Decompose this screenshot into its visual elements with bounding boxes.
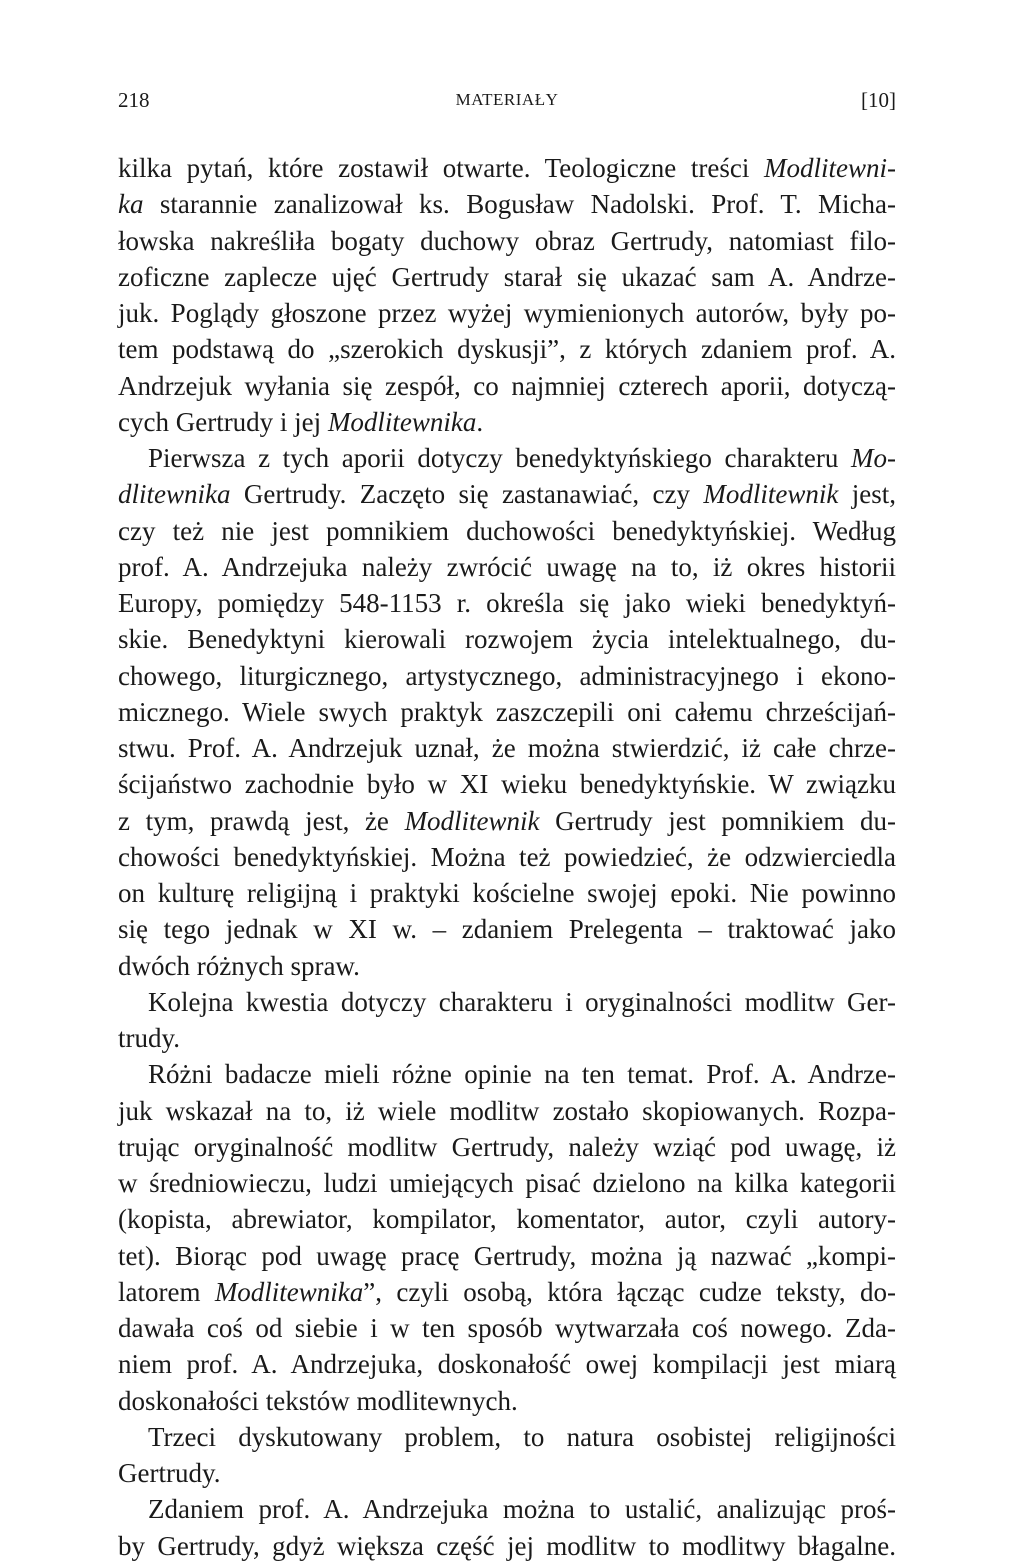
text-line (118, 621, 896, 657)
text-run: stwu. Prof. A. Andrzejuk uznał, że można stwierdzić, iż całe chrze- (118, 733, 896, 763)
text-run: tet). Biorąc pod uwagę pracę Gertrudy, można ją nazwać „kompi- (118, 1240, 896, 1271)
text-line (118, 1383, 896, 1419)
text-line (118, 1165, 896, 1201)
text-line (118, 658, 896, 694)
text-line (118, 1274, 896, 1310)
text-line (118, 984, 896, 1020)
text-run: . (476, 406, 484, 437)
text-run: trudy. (118, 1023, 180, 1053)
text-line (118, 1129, 896, 1165)
text-run: juk wskazał na to, iż wiele modlitw zostało skopiowanych. Rozpa- (118, 1095, 896, 1126)
text-run: cych Gertrudy i jej (118, 406, 328, 437)
text-run: (kopista, abrewiator, kompilator, komentator, autor, czyli autory- (118, 1204, 896, 1235)
text-line (118, 476, 896, 512)
text-run: dwóch różnych spraw. (118, 950, 360, 981)
text-line (118, 1528, 896, 1564)
italic-title: Modlitewnika (327, 406, 477, 437)
text-line (118, 803, 896, 839)
text-run: Andrzejuk wyłania się zespół, co najmniej czterech aporii, dotyczą- (118, 370, 896, 401)
text-line (118, 1201, 896, 1237)
text-line (118, 223, 896, 259)
text-run: by Gertrudy, gdyż większa część jej modlitw to modlitwy błagalne. (118, 1530, 896, 1561)
text-line (118, 1093, 896, 1129)
text-line (118, 730, 896, 766)
text-line (118, 766, 896, 802)
text-line (118, 694, 896, 730)
text-run: Pierwsza z tych aporii dotyczy benedyktyńskiego charakteru (148, 443, 852, 473)
text-line (118, 404, 896, 440)
text-run: juk. Poglądy głoszone przez wyżej wymienionych autorów, były po- (118, 298, 896, 328)
text-run: dawała coś od siebie i w ten sposób wytwarzała coś nowego. Zda- (118, 1313, 896, 1343)
text-run: on kulturę religijną i praktyki kościelne swojej epoki. Nie powinno (118, 878, 896, 908)
text-line (118, 1455, 896, 1491)
text-line (118, 875, 896, 911)
text-run: kilka pytań, które zostawił otwarte. Teologiczne treści (118, 153, 765, 183)
text-run: trując oryginalność modlitw Gertrudy, należy wziąć pod uwagę, iż (118, 1131, 896, 1162)
text-line (118, 1238, 896, 1274)
italic-title: Mo- (851, 443, 896, 473)
text-line (118, 1020, 896, 1056)
text-line (118, 1491, 896, 1527)
text-run: zoficzne zaplecze ujęć Gertrudy starał się ukazać sam A. Andrze- (118, 261, 896, 292)
text-run: tem podstawą do „szerokich dyskusji”, z których zdaniem prof. A. (118, 334, 896, 365)
italic-title: Modlitewnik (404, 805, 540, 836)
text-run: starannie zanalizował ks. Bogusław Nadolski. Prof. T. Micha- (143, 189, 896, 220)
text-run: jest, (838, 479, 896, 510)
text-line (118, 585, 896, 621)
text-line (118, 1346, 896, 1382)
italic-title: dlitewnika (118, 479, 231, 510)
text-run: doskonałości tekstów modlitewnych. (118, 1385, 518, 1416)
text-run: micznego. Wiele swych praktyk zaszczepili oni całemu chrześcijań- (118, 696, 896, 727)
text-run: łowska nakreśliła bogaty duchowy obraz Gertrudy, natomiast filo- (118, 225, 896, 256)
italic-title: Modlitewnik (703, 479, 839, 510)
text-line (118, 259, 896, 295)
text-run: czy też nie jest pomnikiem duchowości benedyktyńskiej. Według (118, 515, 896, 546)
text-line (118, 911, 896, 947)
body-text (118, 150, 896, 1564)
text-line (118, 295, 896, 331)
text-line (118, 1310, 896, 1346)
italic-title: ka (118, 189, 144, 220)
text-run: Trzeci dyskutowany problem, to natura osobistej religijności (148, 1421, 896, 1452)
italic-title: Modlitewni- (764, 153, 896, 183)
text-line (118, 150, 896, 186)
running-title: MATERIAŁY (455, 90, 559, 109)
text-run: ”, czyli osobą, która łącząc cudze teksty, do- (363, 1276, 896, 1307)
text-line (118, 513, 896, 549)
text-run: Europy, pomiędzy 548-1153 r. określa się jako wieki benedyktyń- (118, 588, 896, 618)
text-run: Różni badacze mieli różne opinie na ten temat. Prof. A. Andrze- (148, 1059, 896, 1090)
text-line (118, 549, 896, 585)
text-line (118, 331, 896, 367)
running-header (118, 88, 896, 118)
italic-title: Modlitewnika (214, 1276, 364, 1307)
text-run: w średniowieczu, ludzi umiejących pisać dzielono na kilka kategorii (118, 1168, 896, 1198)
text-run: chowego, liturgicznego, artystycznego, administracyjnego i ekono- (118, 660, 896, 691)
text-run: Kolejna kwestia dotyczy charakteru i oryginalności modlitw Ger- (148, 986, 896, 1017)
text-line (118, 1419, 896, 1455)
text-line (118, 1056, 896, 1092)
text-run: prof. A. Andrzejuka należy zwrócić uwagę na to, iż okres historii (118, 551, 896, 582)
text-run: niem prof. A. Andrzejuka, doskonałość owej kompilacji jest miarą (118, 1349, 896, 1380)
text-run: Gertrudy. (118, 1458, 221, 1488)
text-line (118, 368, 896, 404)
text-line (118, 186, 896, 222)
text-run: latorem (118, 1276, 215, 1307)
text-run: Gertrudy jest pomnikiem du- (539, 805, 897, 836)
section-number: [10] (861, 88, 896, 112)
page-number: 218 (118, 88, 150, 112)
text-run: skie. Benedyktyni kierowali rozwojem życia intelektualnego, du- (118, 624, 896, 655)
text-run: ścijaństwo zachodnie było w XI wieku benedyktyńskie. W związku (118, 769, 896, 800)
text-run: chowości benedyktyńskiej. Można też powiedzieć, że odzwierciedla (118, 841, 896, 872)
text-run: Zdaniem prof. A. Andrzejuka można to ustalić, analizując proś- (148, 1494, 896, 1525)
text-run: z tym, prawdą jest, że (118, 805, 405, 836)
text-line (118, 948, 896, 984)
text-run: się tego jednak w XI w. – zdaniem Prelegenta – traktować jako (118, 914, 896, 945)
text-line (118, 440, 896, 476)
text-run: Gertrudy. Zaczęto się zastanawiać, czy (230, 479, 704, 510)
text-line (118, 839, 896, 875)
